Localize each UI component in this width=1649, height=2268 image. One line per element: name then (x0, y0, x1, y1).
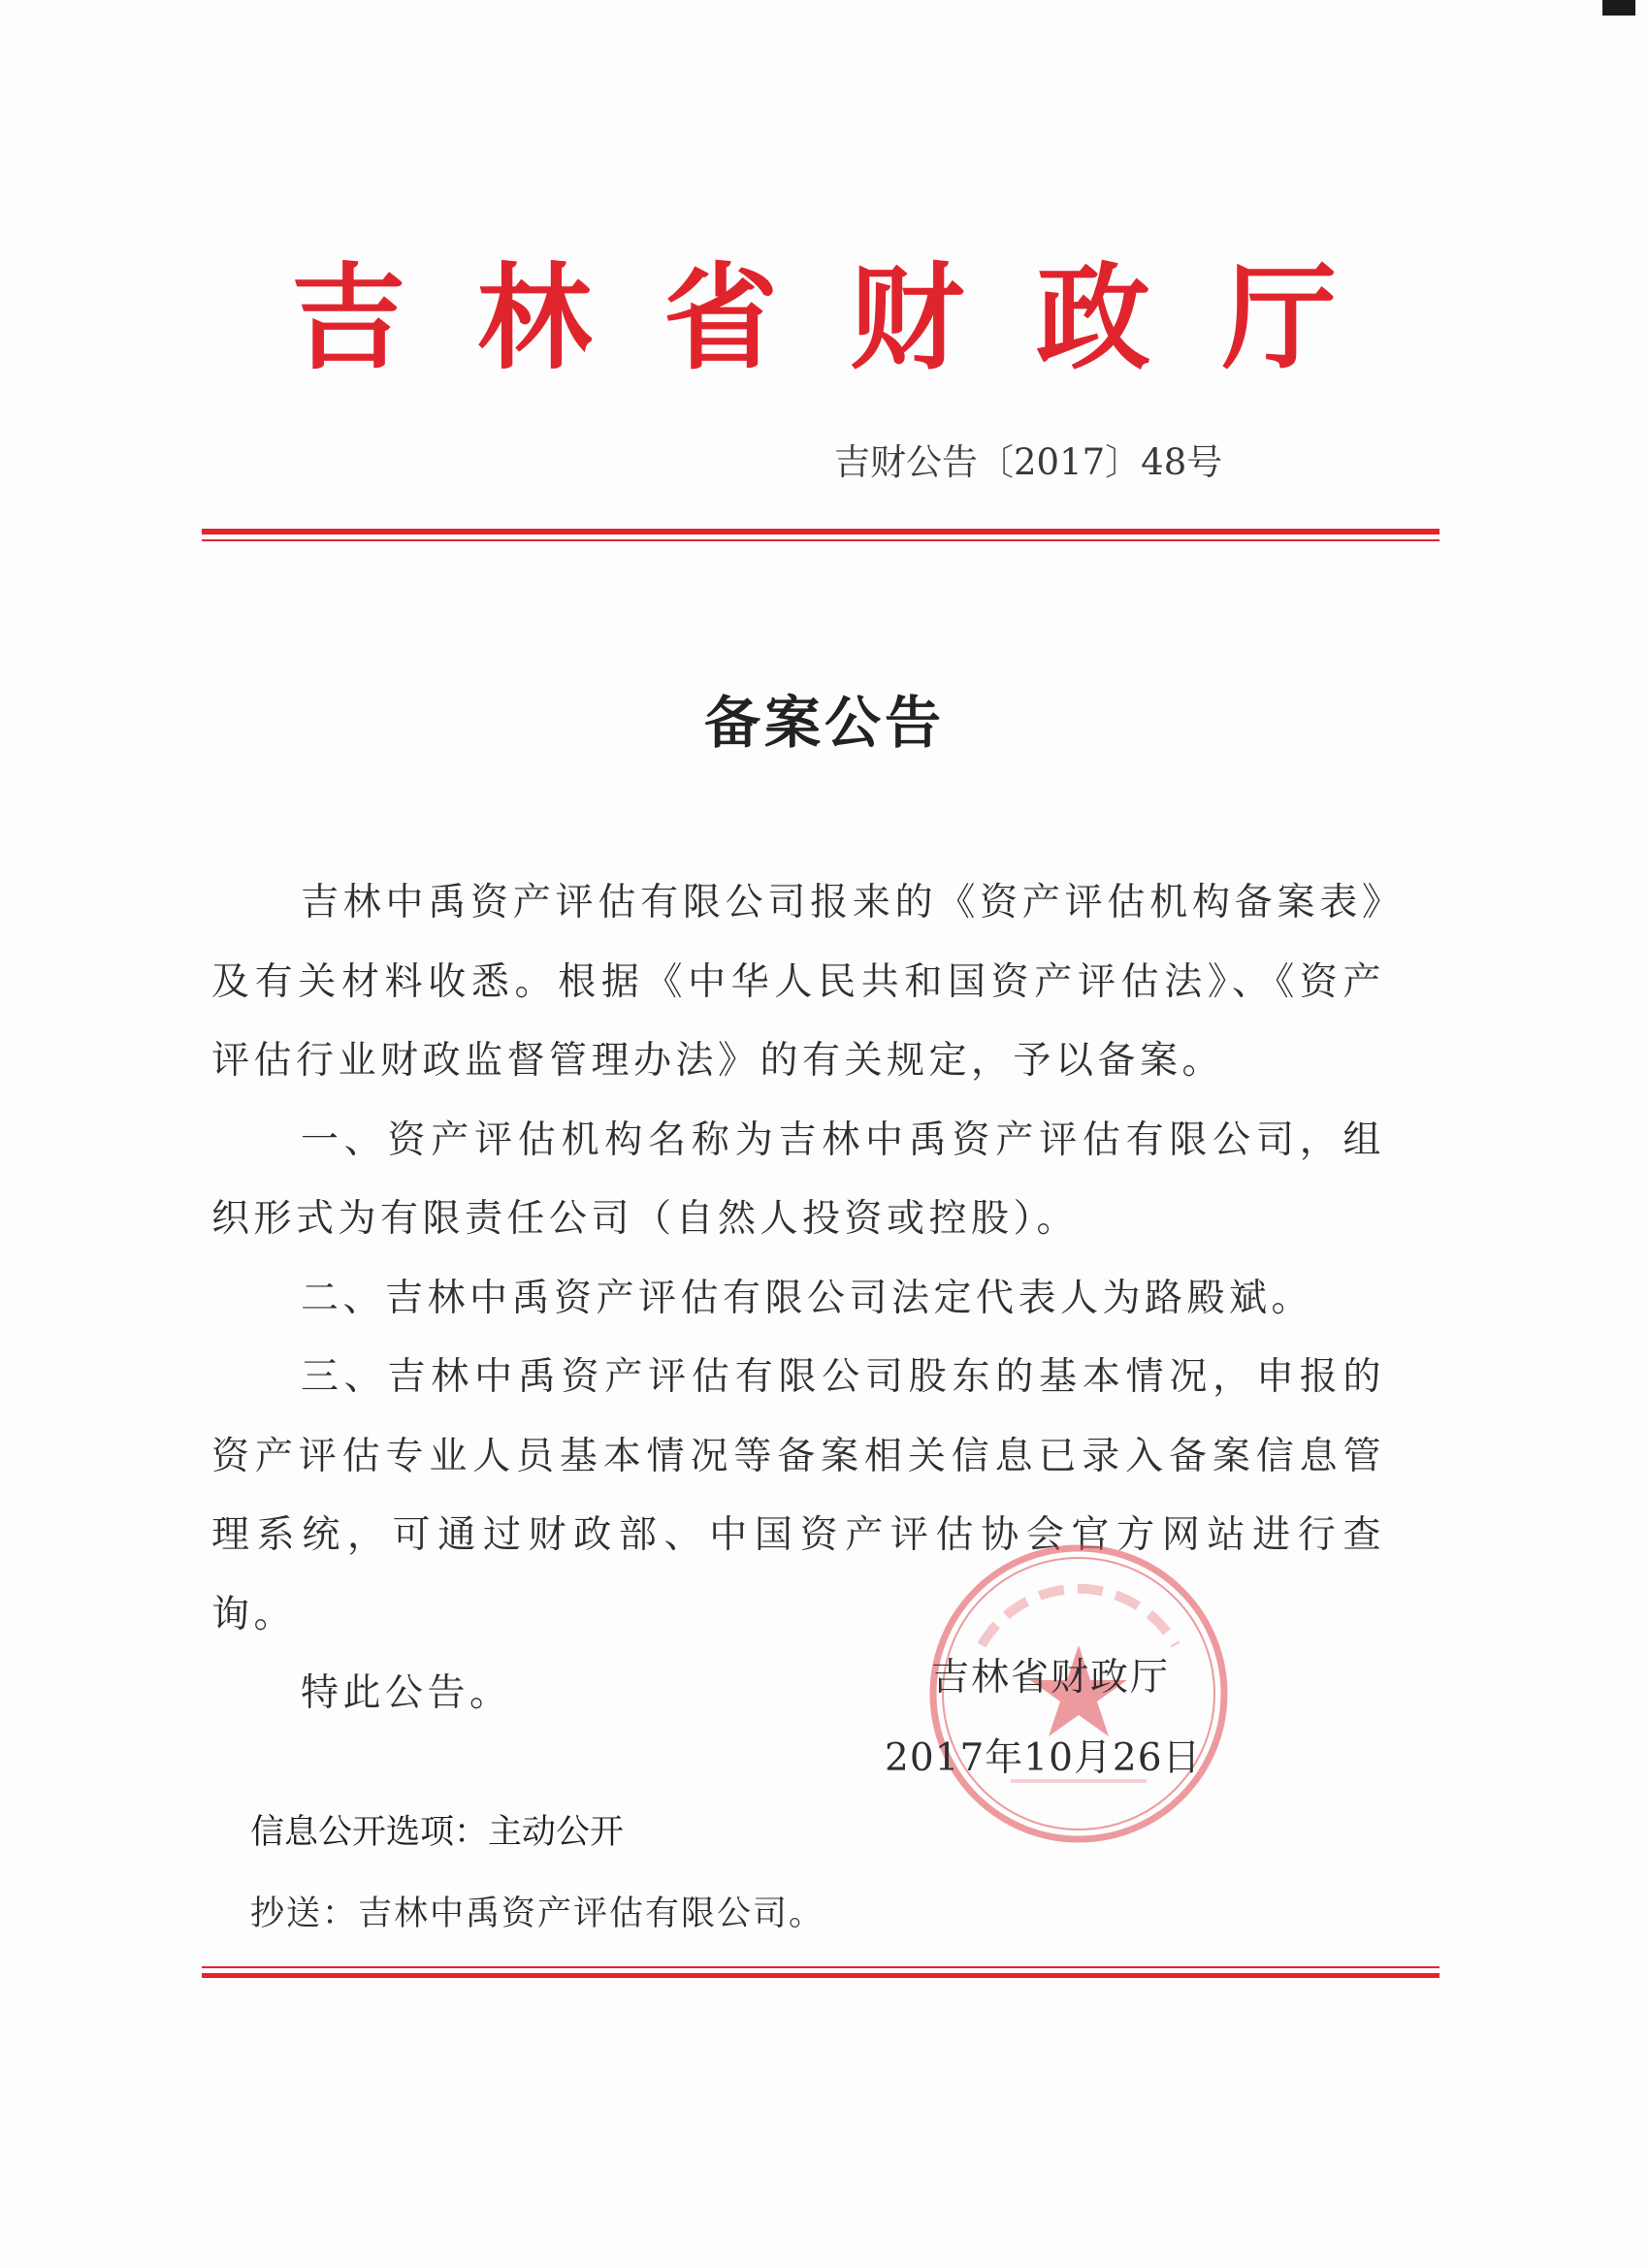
carbon-copy-line: 抄送：吉林中禹资产评估有限公司。 (250, 1895, 825, 1933)
disclosure-option: 信息公开选项：主动公开 (250, 1813, 625, 1852)
signature-date: 2017年10月26日 (885, 1736, 1202, 1780)
header-red-rule (202, 529, 1439, 535)
scan-edge-mark (1602, 0, 1635, 16)
document-heading: 备案公告 (703, 690, 945, 756)
document-number: 吉财公告〔2017〕48号 (834, 441, 1223, 483)
paragraph-item-2: 二、吉林中禹资产评估有限公司法定代表人为路殿斌。 (301, 1276, 1314, 1320)
footer-red-rule-thin (202, 1966, 1439, 1968)
signature-organization: 吉林省财政厅 (931, 1656, 1171, 1700)
header-red-rule-thin (202, 539, 1439, 541)
footer-red-rule (202, 1973, 1439, 1978)
paragraph-item-3: 三、吉林中禹资产评估有限公司股东的基本情况，申报的资产评估专业人员基本情况等备案相关信息已录入备案信息管理系统，可通过财政部、中国资产评估协会官方网站进行查询。 (211, 1355, 1385, 1636)
issuing-authority-title: 吉林省财政厅 (291, 250, 1409, 385)
paragraph-intro: 吉林中禹资产评估有限公司报来的《资产评估机构备案表》及有关材料收悉。根据《中华人民共和国资产评估法》、《资产评估行业财政监督管理办法》的有关规定，予以备案。 (211, 881, 1385, 1083)
paragraph-item-1: 一、资产评估机构名称为吉林中禹资产评估有限公司，组织形式为有限责任公司（自然人投资或控股）。 (211, 1118, 1385, 1241)
paragraph-closing: 特此公告。 (301, 1671, 512, 1715)
